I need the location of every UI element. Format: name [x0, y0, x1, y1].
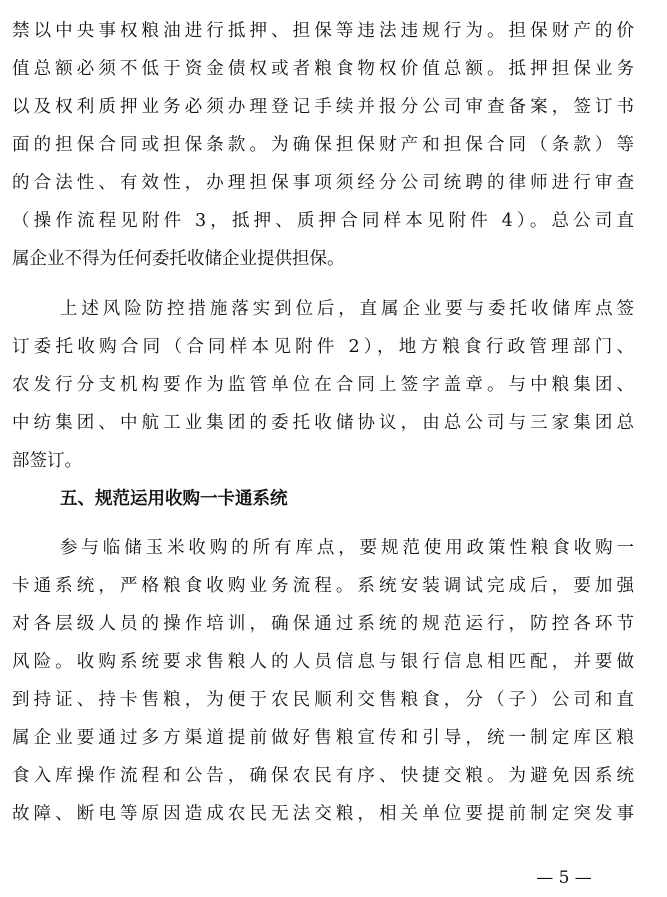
text-line-10: 农发行分支机构要作为监管单位在合同上签字盖章。与中粮集团、: [12, 375, 634, 395]
text-line-4: 面的担保合同或担保条款。为确保担保财产和担保合同（条款）等: [12, 135, 634, 155]
text-line-14: 参与临储玉米收购的所有库点，要规范使用政策性粮食收购一: [60, 538, 634, 558]
text-line-18: 到持证、持卡售粮，为便于农民顺利交售粮食，分（子）公司和直: [12, 690, 634, 710]
text-line-9: 订委托收购合同（合同样本见附件 2），地方粮食行政管理部门、: [12, 337, 634, 357]
text-line-17: 风险。收购系统要求售粮人的人员信息与银行信息相匹配，并要做: [12, 652, 634, 672]
section-heading: 五、规范运用收购一卡通系统: [60, 489, 288, 509]
text-line-12: 部签订。: [12, 451, 82, 471]
text-line-5: 的合法性、有效性，办理担保事项须经分公司统聘的律师进行审查: [12, 173, 634, 193]
text-line-16: 对各层级人员的操作培训，确保通过系统的规范运行，防控各环节: [12, 614, 634, 634]
text-line-15: 卡通系统，严格粮食收购业务流程。系统安装调试完成后，要加强: [12, 576, 634, 596]
text-line-1: 禁以中央事权粮油进行抵押、担保等违法违规行为。担保财产的价: [12, 21, 634, 41]
text-line-11: 中纺集团、中航工业集团的委托收储协议，由总公司与三家集团总: [12, 413, 634, 433]
text-line-2: 值总额必须不低于资金债权或者粮食物权价值总额。抵押担保业务: [12, 59, 634, 79]
text-line-6: （操作流程见附件 3，抵押、质押合同样本见附件 4）。总公司直: [12, 211, 634, 231]
page-number: — 5 —: [536, 868, 592, 888]
text-line-21: 故障、断电等原因造成农民无法交粮，相关单位要提前制定突发事: [12, 804, 634, 824]
text-line-8: 上述风险防控措施落实到位后，直属企业要与委托收储库点签: [60, 299, 634, 319]
text-line-19: 属企业要通过多方渠道提前做好售粮宣传和引导，统一制定库区粮: [12, 728, 634, 748]
text-line-7: 属企业不得为任何委托收储企业提供担保。: [12, 249, 345, 269]
text-line-3: 以及权利质押业务必须办理登记手续并报分公司审查备案，签订书: [12, 97, 634, 117]
text-line-20: 食入库操作流程和公告，确保农民有序、快捷交粮。为避免因系统: [12, 766, 634, 786]
